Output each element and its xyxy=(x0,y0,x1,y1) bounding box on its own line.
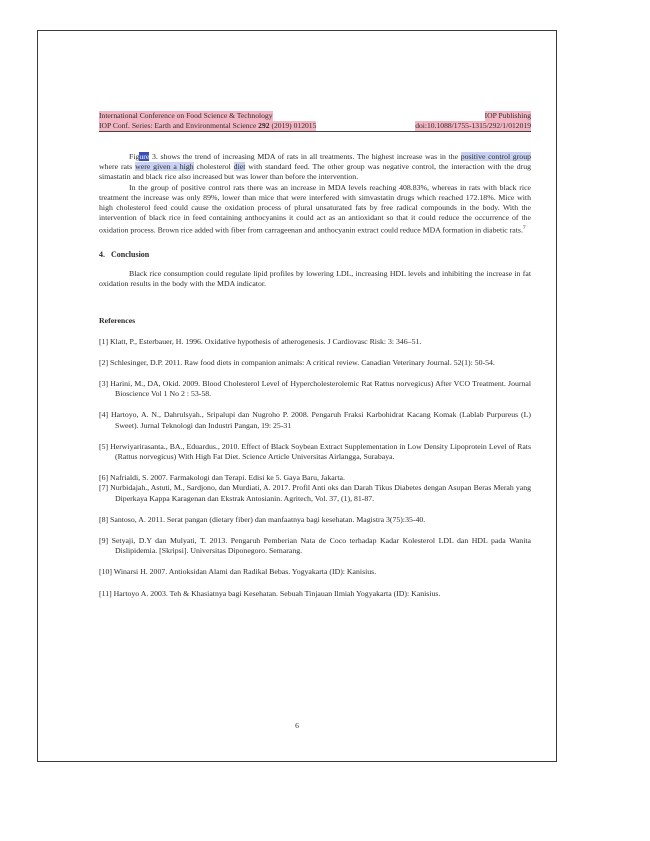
reference-list xyxy=(99,337,531,599)
reference-item: [4] Hartoyo, A. N., Dahrulsyah., Sripalupi dan Nugroho P. 2008. Pengaruh Fraksi Karbohidrat Kacang Komak (Lablab Purpureus (L) Sweet). Jurnal Teknologi dan Industri Pangan, 19: 25-31 xyxy=(99,410,531,430)
para1-c: cholesterol xyxy=(193,162,234,172)
doi-link[interactable]: doi:10.1088/1755-1315/292/1/012019 xyxy=(415,121,531,130)
para1-b: where rats xyxy=(99,162,136,172)
publisher-name: IOP Publishing xyxy=(484,111,531,120)
citation-7: 7 xyxy=(522,225,526,232)
conference-name: International Conference on Food Science & Technology xyxy=(99,111,273,120)
reference-item: [8] Santoso, A. 2011. Serat pangan (dietary fiber) dan manfaatnya bagi kesehatan. Magistra 3(75):35-40. xyxy=(99,514,426,524)
reference-item: [9] Setyaji, D.Y dan Mulyati, T. 2013. Pengaruh Pemberian Nata de Coco terhadap Kadar Kolesterol LDL dan HDL pada Wanita Dislipidemia. [Skripsi]. Universitas Diponegoro. Semarang. xyxy=(99,536,531,556)
reference-item: [10] Winarsi H. 2007. Antioksidan Alami dan Radikal Bebas. Yogyakarta (ID): Kanisius. xyxy=(99,567,377,577)
section-heading-conclusion xyxy=(99,250,531,259)
section-number: 4. xyxy=(99,250,105,260)
reference-item: [7] Nurbidajah., Astuti, M., Sardjono, dan Murdiati, A. 2017. Profil Anti oks dan Darah Tikus Diabetes dengan Asupan Beras Merah yang Diperkaya Kappa Karagenan dan Ekstrak Antosianin. Agritech, Vol. 37, (1), 81-87. xyxy=(99,483,531,503)
running-header-top xyxy=(99,111,531,121)
para2-text: In the group of positive control rats there was an increase in MDA levels reaching 408.83%, whereas in rats with black rice treatment the increase was only 89%, lower than mice that were interfered with simvastatin drugs which reached 172.18%. Mice with high cholesterol feed could cause the oxidation process of plural unsaturated fats by free radical compounds in the body. With the intervention of black rice in feed containing anthocyanins it could act as an antioxidant so that it could reduce the occurrence of the oxidation process. Brown rice added with fiber from carrageenan and anthocyanin extract could reduce MDA formation in diabetic rats. xyxy=(99,182,531,236)
reference-item: [3] Harini, M., DA, Okid. 2009. Blood Cholesterol Level of Hypercholesterolemic Rat Rattus norvegicus) After VCO Treatment. Journal Bioscience Vol 1 No 2 : 53-58. xyxy=(99,379,531,399)
para1-a: 3. shows the trend of increasing MDA of rats in all treatments. The highest increase was in the xyxy=(149,152,461,161)
highlight-high[interactable]: were given a high xyxy=(135,162,194,172)
reference-item: [6] Nafrialdi, S. 2007. Farmakologi dan Terapi. Edisi ke 5. Gaya Baru, Jakarta. xyxy=(99,473,345,483)
para1-d: with standard feed. The other group was negative control, the interaction with the drug simastatin and black rice also increased but was lower than before the intervention. xyxy=(99,162,532,182)
para1-pre: Fig xyxy=(129,152,140,161)
reference-item: [11] Hartoyo A. 2003. Teh & Khasiatnya bagi Kesehatan. Sebuah Tinjauan Ilmiah Yogyakarta (ID): Kanisius. xyxy=(99,588,441,598)
paragraph-figure-3 xyxy=(99,152,531,183)
series-prefix: IOP Conf. Series: Earth and Environmental Science xyxy=(99,121,257,130)
paper-page xyxy=(37,30,557,762)
selected-text[interactable]: ure xyxy=(139,152,150,161)
year-article: (2019) 012015 xyxy=(271,121,317,130)
paragraph-mda-levels xyxy=(99,183,531,237)
page-content xyxy=(99,111,531,599)
reference-item: [2] Schlesinger, D.P. 2011. Raw food diets in companion animals: A critical review. Canadian Veterinary Journal. 52(1): 50-54. xyxy=(99,357,495,367)
reference-item: [1] Klatt, P., Esterbauer, H. 1996. Oxidative hypothesis of atherogenesis. J Cardiovasc Risk: 3: 346–51. xyxy=(99,336,422,346)
reference-item: [5] Herwiyarirasanta., BA., Eduardus., 2010. Effect of Black Soybean Extract Supplementation in Low Density Lipoprotein Level of Rats (Rattus norvegicus) With High Fat Diet. Science Article Universitas Airlangga, Surabaya. xyxy=(99,441,531,462)
paragraph-conclusion: Black rice consumption could regulate lipid profiles by lowering LDL, increasing HDL levels and inhibiting the increase in fat oxidation results in the body with the MDA indicator. xyxy=(99,269,531,289)
highlight-positive-control[interactable]: positive control group xyxy=(460,152,532,161)
volume-number: 292 xyxy=(258,121,270,130)
references-heading: References xyxy=(99,315,136,325)
section-title: Conclusion xyxy=(111,250,150,260)
series-line xyxy=(99,121,316,131)
running-header-series xyxy=(99,121,531,132)
highlight-diet[interactable]: diet xyxy=(233,162,246,172)
page-number: 6 xyxy=(295,721,299,730)
